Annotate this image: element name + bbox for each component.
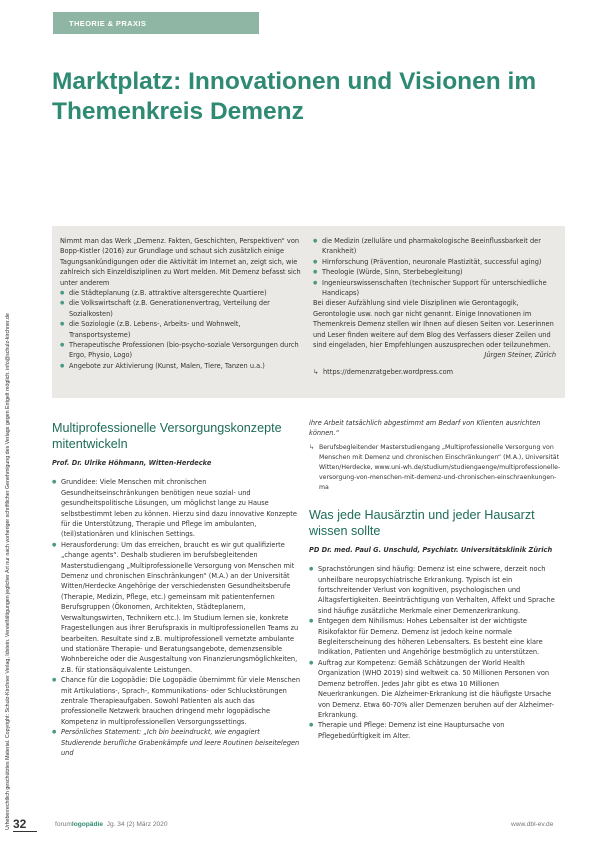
article1-link-line <box>309 443 561 493</box>
blog-link-line <box>313 367 556 377</box>
journal-issue: Jg. 34 (2) März 2020 <box>106 821 168 828</box>
info-box-outro: Bei dieser Aufzählung sind viele Disziplinen wie Gerontagogik, Gerontologie usw. noch gar nicht genannt. Einige Innovationen im Themenkreis Demenz stellen wir Ihnen auf diesen Seiten vor. Leserinnen und Leser finden weitere auf dem Blog des Verfassers dieser Zeilen und sind eingeladen, hier Empfehlungen auszusprechen oder teilzunehmen. <box>313 299 554 350</box>
list-item: ● Grundidee: Viele Menschen mit chronischen Gesundheitseinschränkungen benötigen neue sozial- und gesundheitspolitische Lösungen, um möglichst lange zu Hause selbstbestimmt leben zu können. Hierzu sind dazu innovative Konzepte für die Unterstützung, Therapie und Pflege im ambulanten, (teil)stationären und klinischen Settings. <box>52 477 302 539</box>
copyright-side-note: Urheberrechtlich geschütztes Material. Copyright: Schulz-Kirchner Verlag, Idstein. Vervielfältigungen jeglicher Art nur nach vorheriger schriftlicher Genehmigung des Verlags gegen Entgelt möglich. info@schulz-kirchner.de <box>5 313 11 830</box>
list-item: ● Sprachstörungen sind häufig: Demenz ist eine schwere, derzeit noch unheilbare neuropsychiatrische Erkrankung. Typisch ist ein fortschreitender Verlust von kognitiven, psychologischen und Alltagsfertigkeiten. Beeinträchtigung von Verhalten, Affekt und Sprache sind häufige zusätzliche Merkmale einer Demenzerkrankung. <box>309 564 561 616</box>
arrow-icon: ↳ <box>309 443 315 451</box>
info-box-left-column <box>60 236 303 392</box>
journal-info <box>55 821 168 828</box>
article1-list <box>52 477 302 758</box>
list-item: ● Herausforderung: Um das erreichen, braucht es wir gut qualifizierte „change agents“. Deshalb studieren im berufsbegleitenden Masterstudiengang „Multiprofessionelle Versorgung von Menschen mit Demenz und chronischen Einschränkungen“ (M.A.) an der Universität Witten/Herdecke Angehörige der verschiedensten Gesundheitsberufe (Therapie, Medizin, Pflege, etc.) gemeinsam mit patientenfernen Berufsgruppen (Ökonomen, Architekten, Städteplanern, Verwaltungswirten, Technikern etc.). Im Studium lernen sie, konkrete Fragestellungen aus ihrer Berufspraxis in multiprofessionellen Teams zu bearbeiten. Resultate sind z.B. multiprofessionell vernetzte ambulante und stationäre Therapie- und Beratungsangebote, demenzsensible Wohnbereiche oder die Ausgestaltung von Finanzierungsmöglichkeiten, z.B. für stationsäquivalente Leistungen. <box>52 540 302 675</box>
footer-website[interactable]: www.dbl-ev.de <box>511 821 554 828</box>
list-item: ● die Medizin (zelluläre und pharmakologische Beeinflussbarkeit der Krankheit) <box>313 236 556 257</box>
article-left-column <box>52 420 302 758</box>
article2-author: PD Dr. med. Paul G. Unschuld, Psychiatr. Universitätsklinik Zürich <box>309 545 553 554</box>
info-box <box>52 226 565 398</box>
list-item: ● Ingenieurswissenschaften (technischer Support für unterschiedliche Handicaps) <box>313 278 556 299</box>
discipline-list-right <box>313 236 556 298</box>
article2-heading: Was jede Hausärztin und jeder Hausarzt wissen sollte <box>309 507 535 538</box>
blog-link[interactable]: https://demenzratgeber.wordpress.com <box>323 367 454 376</box>
list-item: ● Angebote zur Aktivierung (Kunst, Malen, Tiere, Tanzen u.a.) <box>60 361 303 371</box>
article2-list <box>309 564 561 741</box>
study-program-link[interactable]: Berufsbegleitender Masterstudiengang „Multiprofessionelle Versorgung von Menschen mit Demenz und chronischen Einschränkungen“ (M.A.), Universität Witten/Herdecke, www.uni-wh.de/studium/studiengaenge/multiprofessionelle-versorgung-von-menschen-mit-demenz-und-chronischen-einschraenkungen-ma <box>319 443 561 491</box>
journal-prefix: forum <box>55 821 72 828</box>
spacer <box>309 493 561 507</box>
article1-heading: Multiprofessionelle Versorgungskonzepte mitentwickeln <box>52 421 282 451</box>
discipline-list-left <box>60 288 303 371</box>
list-item: ● die Volkswirtschaft (z.B. Generationenvertrag, Verteilung der Sozialkosten) <box>60 298 303 319</box>
info-box-right-column <box>313 236 556 392</box>
page-number-value: 32 <box>13 817 37 832</box>
article1-author: Prof. Dr. Ulrike Höhmann, Witten-Herdecke <box>52 459 212 467</box>
list-item: ● Theologie (Würde, Sinn, Sterbebegleitung) <box>313 267 556 277</box>
list-item: ● Therapie und Pflege: Demenz ist eine Hauptursache von Pflegebedürftigkeit im Alter. <box>309 720 561 741</box>
list-item: ● Auftrag zur Kompetenz: Gemäß Schätzungen der World Health Organization (WHO 2019) sind weltweit ca. 50 Millionen Personen von Demenz betroffen. Jedes Jahr gibt es etwa 10 Millionen Neuerkrankungen. Die Alzheimer-Erkrankung ist die häufigste Ursache von Demenz. Etwa 60-70% aller Demenzen beruhen auf der Alzheimer-Erkrankung. <box>309 658 561 720</box>
arrow-icon: ↳ <box>313 367 319 376</box>
list-item: ● die Soziologie (z.B. Lebens-, Arbeits- und Wohnwelt, Transportsysteme) <box>60 319 303 340</box>
article-right-column <box>309 418 561 741</box>
page-footer <box>0 812 595 842</box>
list-item: ● die Städteplanung (z.B. attraktive altersgerechte Quartiere) <box>60 288 303 298</box>
list-item: ● Hirnforschung (Prävention, neuronale Plastizität, successful aging) <box>313 257 556 267</box>
page-number <box>13 817 37 832</box>
list-item: ● Persönliches Statement: „Ich bin beeindruckt, wie engagiert Studierende berufliche Grabenkämpfe und leere Routinen beiseitelegen und <box>52 727 302 758</box>
journal-name: logopädie <box>71 821 103 828</box>
list-item: ● Chance für die Logopädie: Die Logopädie übernimmt für viele Menschen mit Artikulations-, Sprach-, Kommunikations- oder Schluckstörungen zentrale Therapieaufgaben. Sowohl Patienten als auch das professionelle Netzwerk brauchen dringend mehr logopädische Kompetenz in multiprofessionellen Versorgungssettings. <box>52 675 302 727</box>
list-item: ● Entgegen dem Nihilismus: Hohes Lebensalter ist der wichtigste Risikofaktor für Demenz. Demenz ist jedoch keine normale Begleiterscheinung des höheren Lebensalters. Es besteht eine klare Indikation, Patienten und Angehörige bestmöglich zu unterstützen. <box>309 616 561 658</box>
section-tab: THEORIE & PRAXIS <box>53 12 259 34</box>
page-title: Marktplatz: Innovationen und Visionen im Themenkreis Demenz <box>52 68 537 125</box>
info-box-signature: Jürgen Steiner, Zürich <box>484 351 556 360</box>
info-box-intro: Nimmt man das Werk „Demenz. Fakten, Geschichten, Perspektiven“ von Bopp-Kistler (2016) zur Grundlage und schaut sich zusätzlich einige Tagungsankündigungen oder die Aktivität im Internet an, zeigt sich, wie zahlreich sich Einzeldisziplinen zu Wort melden. Mit Demenz befasst sich unter anderem <box>60 237 301 287</box>
article1-continuation: ihre Arbeit tatsächlich abgestimmt am Bedarf von Klienten ausrichten können.“ <box>309 419 541 438</box>
list-item: ● Therapeutische Professionen (bio-psycho-soziale Versorgungen durch Ergo, Physio, Logo) <box>60 340 303 361</box>
